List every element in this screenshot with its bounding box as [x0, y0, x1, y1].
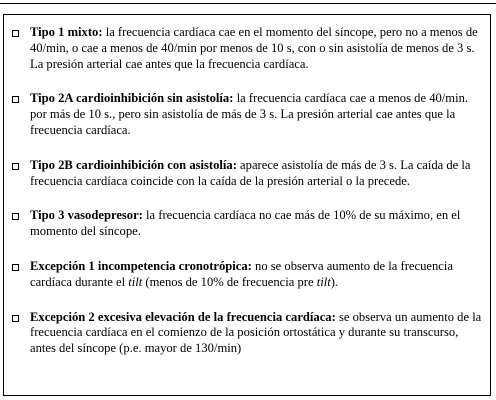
item-text: se observa un aumento de la frecuencia cardíaca en el comienzo de la posición ortostática y durante su transcurso, antes del síncope (p.e. mayor de 130/min) [30, 309, 482, 356]
square-bullet-icon [12, 30, 19, 37]
square-bullet-icon [12, 96, 19, 103]
item-heading: Excepción 1 incompetencia cronotrópica: [30, 258, 252, 273]
item-heading: Excepción 2 excesiva elevación de la frecuencia cardíaca: [30, 309, 336, 324]
item-text: ). [330, 274, 339, 289]
top-rule [0, 3, 496, 4]
list-item-excepcion-2 [4, 310, 490, 357]
item-text: aparece asistolía de más de 3 s. La caída de la frecuencia cardíaca coincide con la caída de la presión arterial o la precede. [30, 157, 471, 188]
list-item-tipo-3 [4, 208, 490, 240]
square-bullet-icon [12, 213, 19, 220]
item-text: la frecuencia cardíaca no cae más de 10% de su máximo, en el momento del síncope. [30, 208, 461, 239]
item-heading: Tipo 2B cardioinhibición con asistolía: [30, 157, 237, 172]
item-italic-term: tilt [128, 274, 143, 289]
item-heading: Tipo 2A cardioinhibición sin asistolía: [30, 91, 234, 106]
item-italic-term: tilt [316, 274, 331, 289]
square-bullet-icon [12, 163, 19, 170]
item-text: no se observa aumento de la frecuencia cardíaca durante el [30, 258, 453, 289]
list-item-excepcion-1 [4, 259, 490, 291]
item-text: (menos de 10% de frecuencia pre [142, 274, 317, 289]
list-item-tipo-2b [4, 158, 490, 190]
classification-box [3, 14, 491, 396]
item-heading: Tipo 1 mixto: [30, 25, 103, 39]
item-heading: Tipo 3 vasodepresor: [30, 208, 143, 223]
square-bullet-icon [12, 264, 19, 271]
item-text: la frecuencia cardíaca cae a menos de 40/min. por más de 10 s., pero sin asistolía de más de 3 s. La presión arterial cae antes que la frecuencia cardíaca. [30, 91, 469, 137]
classification-list [4, 25, 490, 376]
square-bullet-icon [12, 315, 19, 322]
list-item-tipo-2a [4, 91, 490, 138]
list-item-tipo-1 [4, 25, 490, 72]
item-text: la frecuencia cardíaca cae en el momento del síncope, pero no a menos de 40/min, o cae a menos de 40/min por menos de 10 s, con o sin asistolía de menos de 3 s. La presión arterial cae antes que la frecuencia cardíaca. [30, 25, 478, 71]
